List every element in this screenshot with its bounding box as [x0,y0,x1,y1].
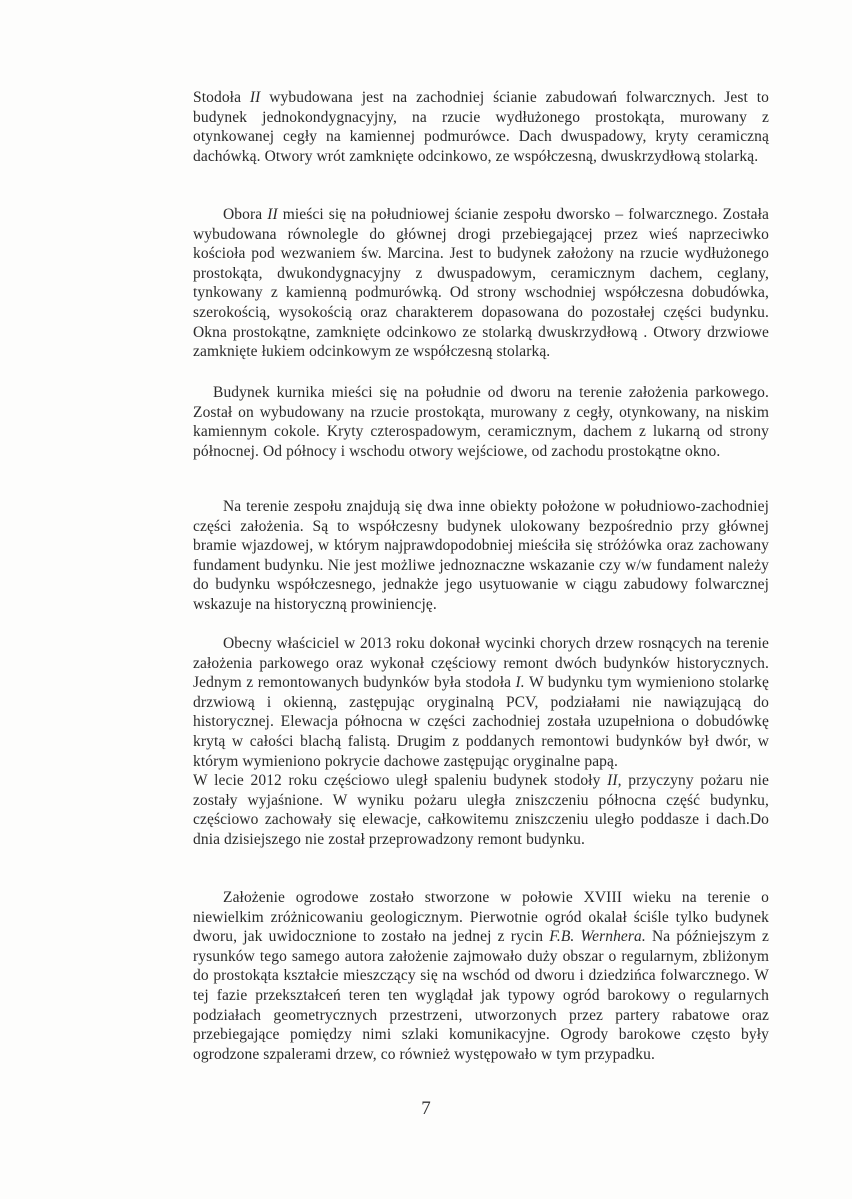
paragraph-inne-obiekty [193,497,769,615]
italic-text: F.B. Wernhera. [549,928,646,946]
paragraph-text: Na późniejszym z rysunków tego samego autora założenie zajmowało duży obszar o regularnym, zbliżonym do prostokąta kształcie mieszczący się na wschód od dworu i dziedzińca folwarcznego. W tej fazie przekształceń teren ten wyglądał jak typowy ogród barokowy o regularnych podziałach geometrycznych przestrzeni, utworzonych przez partery rabatowe oraz przebiegające pomiędzy nimi szlaki komunikacyjne. Ogrody barokowe często były ogrodzone szpalerami drzew, co również występowało w tym przypadku. [193,928,769,1063]
italic-text: I. [515,674,525,692]
paragraph-zalozenie-ogrodowe [193,888,769,1064]
page-number: 7 [421,1098,431,1119]
paragraph-text: Obecny właściciel w 2013 roku dokonał wycinki chorych drzew rosnących na terenie założenia parkowego oraz wykonał częściowy remont dwóch budynków historycznych. Jednym z remontowanych budynków była stodoła [193,635,769,692]
paragraph-remont [193,634,769,850]
paragraph-text: W budynku tym wymieniono stolarkę drzwiową i okienną, zastępując oryginalną PCV, podziałami nie nawiązującą do historycznej. Elewacja północna w części zachodniej została uzupełniona o dobudówkę krytą w całości blachą falistą. Drugim z poddanych remontowi budynków był dwór, w którym wymieniono pokrycie dachowe zastępując oryginalne papą. [193,674,770,770]
paragraph-text: mieści się na południowej ścianie zespołu dworsko – folwarcznego. Została wybudowana równolegle do głównej drogi przebiegającej przez wieś naprzeciwko kościoła pod wezwaniem św. Marcina. Jest to budynek założony na rzucie wydłużonego prostokąta, dwukondygnacyjny z dwuspadowym, ceramicznym dachem, ceglany, tynkowany z kamienną podmurówką. Od strony wschodniej współczesna dobudówka, szerokością, wysokością oraz charakterem dopasowana do pozostałej części budynku. Okna prostokątne, zamknięte odcinkowo ze stolarką dwuskrzydłową . Otwory drzwiowe zamknięte łukiem odcinkowym ze współczesną stolarką. [193,206,770,361]
paragraph-text: Na terenie zespołu znajdują się dwa inne obiekty położone w południowo-zachodniej części założenia. Są to współczesny budynek ulokowany bezpośrednio przy głównej bramie wjazdowej, w którym najprawdopodobniej mieściła się stróżówka oraz zachowany fundament budynku. Nie jest możliwe jednoznaczne wskazanie czy w/w fundament należy do budynku współczesnego, jednakże jego usytuowanie w ciągu zabudowy folwarcznej wskazuje na historyczną prowiniencję. [193,498,769,613]
paragraph-obora-ii [193,205,769,362]
paragraph-text: Obora [223,206,268,223]
paragraph-text: Budynek kurnika mieści się na południe od dworu na terenie założenia parkowego. Został on wybudowany na rzucie prostokąta, murowany z cegły, otynkowany, na niskim kamiennym cokole. Kryty czterospadowym, ceramicznym, dachem z lukarną od strony północnej. Od północy i wschodu otwory wejściowe, od zachodu prostokątne okno. [193,384,769,460]
paragraph-text: Założenie ogrodowe zostało stworzone w połowie XVIII wieku na terenie o niewielkim zróżnicowaniu geologicznym. Pierwotnie ogród okalał ściśle tylko budynek dworu, jak uwidocznione to zostało na jednej z rycin [193,889,769,946]
italic-text: II, [607,772,622,790]
paragraph-text: Stodoła [193,89,250,106]
paragraph-text: wybudowana jest na zachodniej ścianie zabudowań folwarcznych. Jest to budynek jednokondygnacyjny, na rzucie wydłużonego prostokąta, murowany z otynkowanej cegły na kamiennej podmurówce. Dach dwuspadowy, kryty ceramiczną dachówką. Otwory wrót zamknięte odcinkowo, ze współczesną, dwuskrzydłową stolarką. [193,89,769,165]
paragraph-text: W lecie 2012 roku częściowo uległ spaleniu budynek stodoły [193,772,608,790]
paragraph-stodola-ii [193,88,769,166]
italic-text: II [267,206,278,223]
paragraph-kurnik [193,383,769,461]
italic-text: II [249,89,261,106]
paragraph-text: przyczyny pożaru nie zostały wyjaśnione. W wyniku pożaru uległa zniszczeniu północna część budynku, częściowo zachowały się elewacje, całkowitemu zniszczeniu uległo poddasze i dach.Do dnia dzisiejszego nie został przeprowadzony remont budynku. [193,772,769,848]
